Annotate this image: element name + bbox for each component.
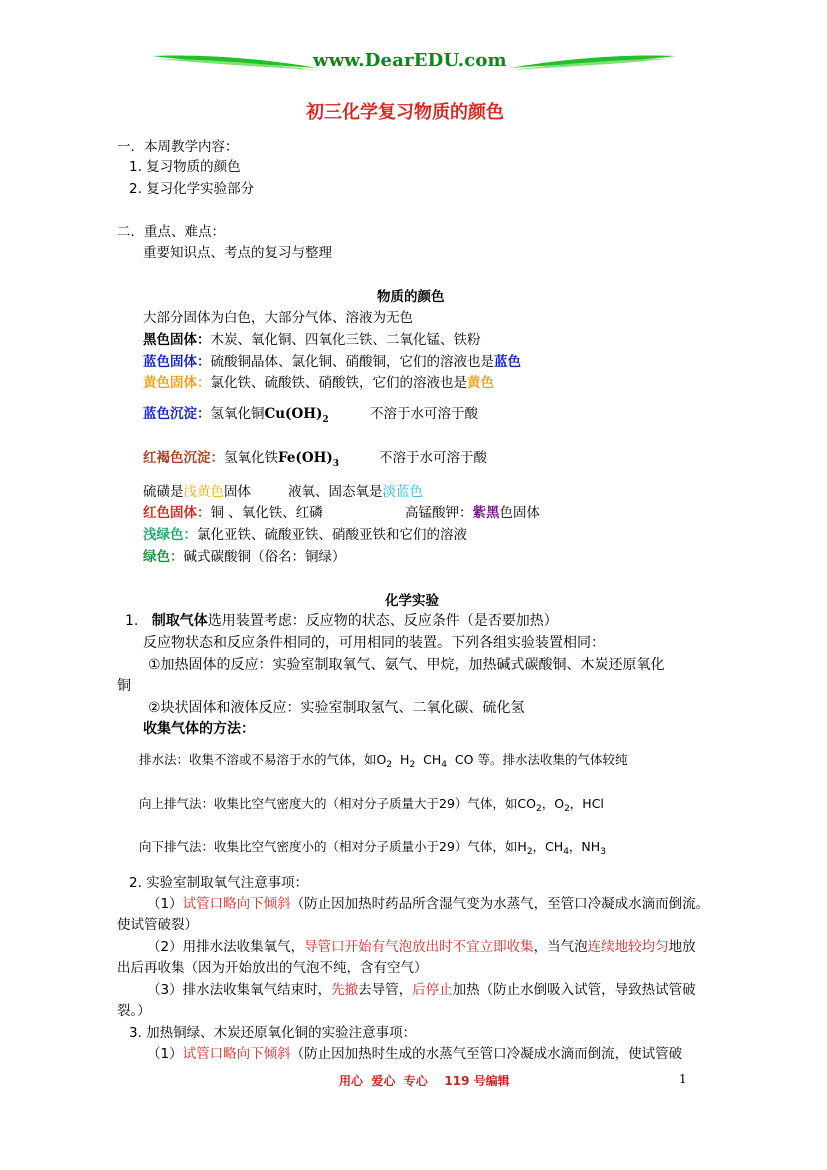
green-text: 碱式碳酸铜（俗名：铜绿） bbox=[183, 549, 346, 565]
green-label: 绿色： bbox=[143, 549, 184, 565]
exp-p1-line3: ①加热固体的反应：实验室制取氧气、氨气、甲烷，加热碱式碳酸铜、木炭还原氧化 bbox=[148, 657, 665, 673]
red-solid-label: 红色固体： bbox=[143, 505, 211, 521]
water-method-line: 排水法：收集不溶或不易溶于水的气体，如$O_2$ $H_2$ $CH_4$ CO 等。排水法收集的气体较纯 bbox=[139, 752, 628, 770]
section1-heading: 一．本周教学内容： bbox=[117, 139, 239, 155]
blue-solid-text: 硫酸铜晶体、氯化铜、硝酸铜，它们的溶液也是 bbox=[210, 354, 494, 370]
black-solid-label: 黑色固体： bbox=[143, 332, 211, 348]
blue-solid-end: 蓝色 bbox=[494, 354, 521, 370]
exp-p2-item1: （1）试管口略向下倾斜（防止因加热时药品所含湿气变为水蒸气，至管口冷凝成水滴而倒流。 bbox=[147, 896, 710, 912]
blue-precipitate-text: 氢氧化铜 bbox=[210, 406, 265, 422]
blue-precipitate-line bbox=[143, 402, 329, 425]
page-number: 1 bbox=[679, 1072, 687, 1086]
section1-item-2: 2. 复习化学实验部分 bbox=[129, 181, 255, 197]
light-green-label: 浅绿色： bbox=[143, 527, 197, 543]
exp-p1-line3b: 铜 bbox=[117, 678, 131, 694]
red-brown-precipitate-line bbox=[143, 446, 339, 469]
exp-p2-heading: 2. 实验室制取氧气注意事项： bbox=[129, 875, 309, 891]
collect-gas-heading: 收集气体的方法： bbox=[143, 721, 255, 737]
header-swoosh-left bbox=[150, 50, 320, 80]
page-title: 初三化学复习物质的颜色 bbox=[306, 102, 504, 123]
black-solid-text: 木炭、氧化铜、四氧化三铁、二氧化锰、铁粉 bbox=[210, 332, 481, 348]
exp-p1-line4: ②块状固体和液体反应：实验室制取氢气、二氧化碳、硫化氢 bbox=[148, 700, 525, 716]
section2-heading: 二．重点、难点： bbox=[117, 224, 225, 240]
blue-solid-label: 蓝色固体： bbox=[143, 354, 211, 370]
yellow-solid-text: 氯化铁、硫酸铁、硝酸铁，它们的溶液也是 bbox=[210, 375, 467, 391]
upward-method-line: 向上排气法：收集比空气密度大的（相对分子质量大于29）气体，如$CO_2$，$O_2$，HCl bbox=[139, 796, 604, 814]
yellow-solid-label: 黄色固体： bbox=[143, 375, 211, 391]
exp-p2-item2-cont: 出后再收集（因为开始放出的气泡不纯，含有空气） bbox=[117, 960, 428, 976]
red-solid-text: 铜 、氧化铁、红磷 bbox=[210, 505, 323, 521]
red-brown-precipitate-label: 红褐色沉淀： bbox=[143, 450, 224, 466]
red-solid-line bbox=[143, 501, 323, 521]
exp-p3-heading: 3. 加热铜绿、木炭还原氧化铜的实验注意事项： bbox=[129, 1025, 417, 1041]
exp-p2-item3-cont: 裂。） bbox=[117, 1003, 151, 1019]
blue-precipitate-formula: $Cu(OH)_2$ bbox=[264, 406, 329, 425]
section1-item-1: 1. 复习物质的颜色 bbox=[129, 159, 241, 175]
experiment-heading: 化学实验 bbox=[385, 593, 439, 609]
red-brown-precipitate-note: 不溶于水可溶于酸 bbox=[379, 450, 487, 466]
blue-precipitate-label: 蓝色沉淀： bbox=[143, 406, 211, 422]
sulfur-line: 硫磺是浅黄色固体 bbox=[143, 484, 251, 500]
red-brown-precipitate-formula: $Fe(OH)_3$ bbox=[278, 450, 339, 469]
light-green-text: 氯化亚铁、硫酸亚铁、硝酸亚铁和它们的溶液 bbox=[197, 527, 467, 543]
yellow-solid-line bbox=[143, 371, 494, 391]
footer-text: 用心 爱心 专心 119 号编辑 bbox=[339, 1074, 510, 1088]
downward-method-line: 向下排气法：收集比空气密度小的（相对分子质量小于29）气体，如$H_2$，$CH_4$，$NH_3$ bbox=[139, 839, 606, 857]
header-swoosh-right bbox=[508, 50, 678, 80]
exp-p3-item1: （1）试管口略向下倾斜（防止因加热时生成的水蒸气至管口冷凝成水滴而倒流，使试管破 bbox=[147, 1046, 683, 1062]
exp-p2-item2: （2）用排水法收集氧气，导管口开始有气泡放出时不宜立即收集，当气泡连续地较均匀地放 bbox=[147, 939, 696, 955]
light-green-line bbox=[143, 523, 467, 543]
exp-p1-line1: 1. 制取气体选用装置考虑：反应物的状态、反应条件（是否要加热） bbox=[125, 613, 558, 629]
oxygen-line: 液氧、固态氧是淡蓝色 bbox=[288, 484, 423, 500]
colors-line1: 大部分固体为白色，大部分气体、溶液为无色 bbox=[143, 310, 413, 326]
exp-p1-line2: 反应物状态和反应条件相同的，可用相同的装置。下列各组实验装置相同： bbox=[143, 635, 605, 651]
yellow-solid-end: 黄色 bbox=[467, 375, 494, 391]
black-solid-line bbox=[143, 328, 481, 348]
green-line bbox=[143, 545, 346, 565]
exp-p2-item1-cont: 使试管破裂） bbox=[117, 917, 198, 933]
header-site-url[interactable]: www.DearEDU.com bbox=[313, 50, 507, 71]
section2-text: 重要知识点、考点的复习与整理 bbox=[143, 245, 332, 261]
exp-p2-item3: （3）排水法收集氧气结束时，先撤去导管，后停止加热（防止水倒吸入试管，导致热试管破 bbox=[147, 982, 696, 998]
blue-precipitate-note: 不溶于水可溶于酸 bbox=[370, 406, 478, 422]
kmno4-line: 高锰酸钾：紫黑色固体 bbox=[405, 505, 540, 521]
blue-solid-line bbox=[143, 350, 521, 370]
colors-heading: 物质的颜色 bbox=[377, 289, 445, 305]
red-brown-precipitate-text: 氢氧化铁 bbox=[224, 450, 278, 466]
